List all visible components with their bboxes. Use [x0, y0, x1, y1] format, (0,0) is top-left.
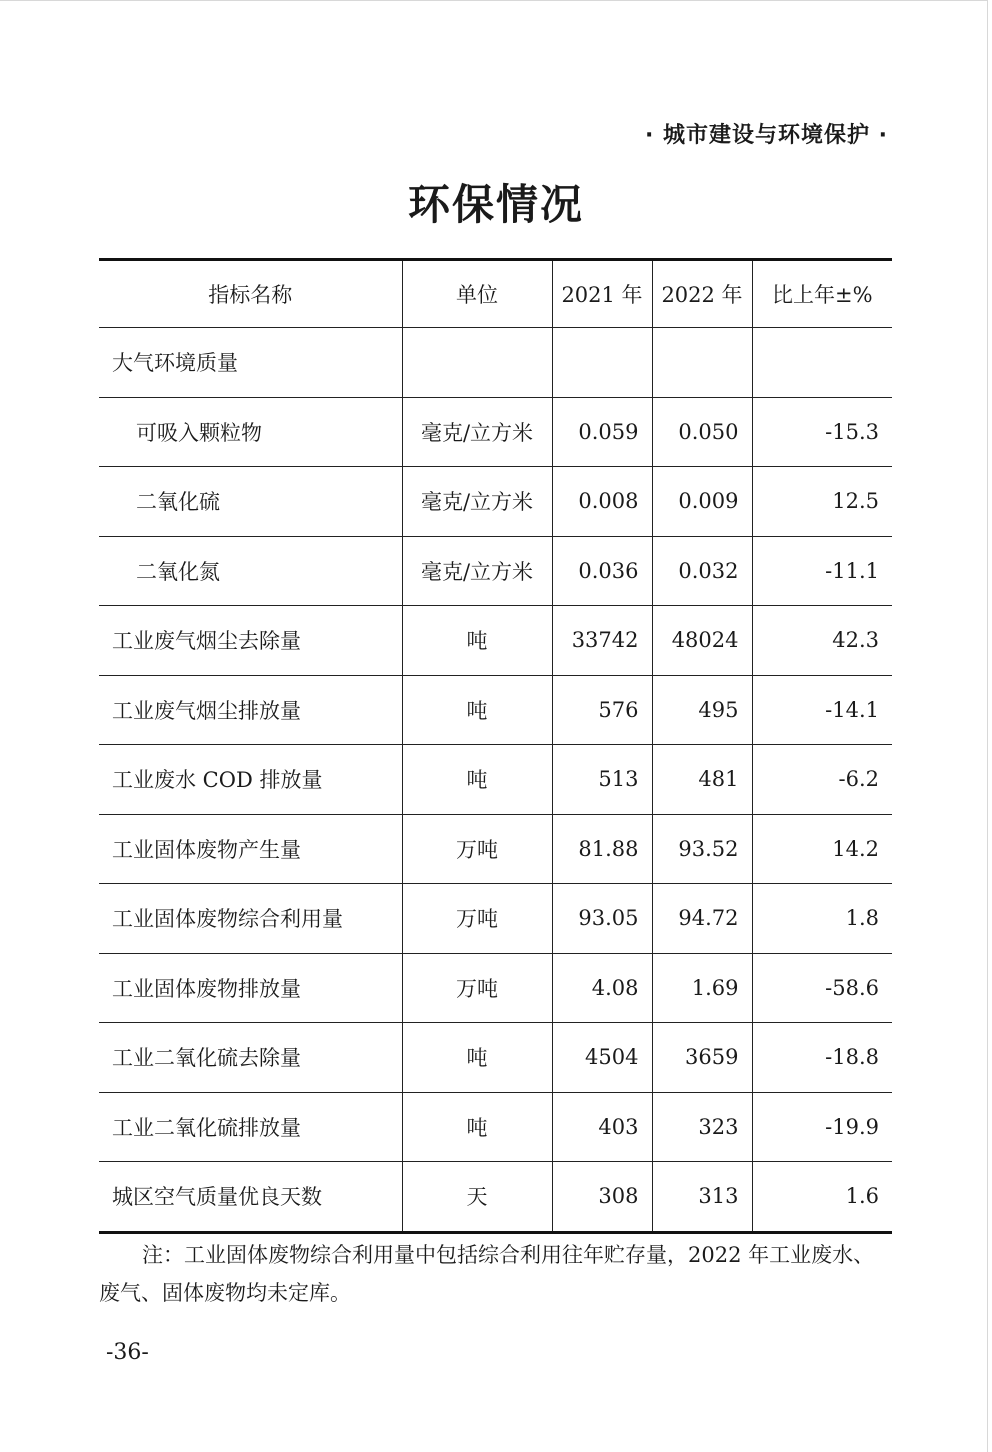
- cell-indicator-name: 城区空气质量优良天数: [99, 1162, 402, 1233]
- cell-unit: [402, 328, 552, 398]
- cell-value-2022: [652, 328, 752, 398]
- cell-value-2021: [552, 328, 652, 398]
- header-change-percent: 比上年±%: [752, 260, 892, 328]
- cell-unit: 毫克/立方米: [402, 467, 552, 537]
- cell-indicator-name: 大气环境质量: [99, 328, 402, 398]
- cell-value-2022: 495: [652, 675, 752, 745]
- cell-indicator-name: 工业固体废物产生量: [99, 814, 402, 884]
- footnote: [99, 1236, 899, 1312]
- cell-change-percent: -11.1: [752, 536, 892, 606]
- page-title: 环保情况: [407, 180, 584, 229]
- cell-value-2022: 313: [652, 1162, 752, 1233]
- table-row: [99, 1023, 892, 1093]
- table-row: [99, 328, 892, 398]
- cell-unit: 吨: [402, 1092, 552, 1162]
- cell-unit: 天: [402, 1162, 552, 1233]
- cell-value-2021: 576: [552, 675, 652, 745]
- cell-indicator-name: 二氧化氮: [99, 536, 402, 606]
- cell-value-2021: 308: [552, 1162, 652, 1233]
- table-row: [99, 397, 892, 467]
- cell-value-2021: 0.008: [552, 467, 652, 537]
- cell-value-2022: 94.72: [652, 884, 752, 954]
- table-row: [99, 884, 892, 954]
- cell-unit: 吨: [402, 606, 552, 676]
- cell-value-2022: 481: [652, 745, 752, 815]
- cell-indicator-name: 工业二氧化硫去除量: [99, 1023, 402, 1093]
- table-row: [99, 606, 892, 676]
- table-row: [99, 745, 892, 815]
- cell-indicator-name: 二氧化硫: [99, 467, 402, 537]
- section-header: · 城市建设与环境保护 ·: [644, 123, 888, 148]
- cell-unit: 万吨: [402, 953, 552, 1023]
- page-number: -36-: [106, 1340, 149, 1365]
- cell-change-percent: -58.6: [752, 953, 892, 1023]
- cell-change-percent: -18.8: [752, 1023, 892, 1093]
- cell-change-percent: 14.2: [752, 814, 892, 884]
- cell-value-2021: 513: [552, 745, 652, 815]
- cell-indicator-name: 工业固体废物排放量: [99, 953, 402, 1023]
- page-top-border: [0, 0, 988, 1]
- cell-value-2021: 4.08: [552, 953, 652, 1023]
- cell-indicator-name: 工业二氧化硫排放量: [99, 1092, 402, 1162]
- table-row: [99, 1092, 892, 1162]
- cell-indicator-name: 工业废气烟尘排放量: [99, 675, 402, 745]
- table-row: [99, 467, 892, 537]
- cell-change-percent: -15.3: [752, 397, 892, 467]
- cell-indicator-name: 工业废水 COD 排放量: [99, 745, 402, 815]
- cell-value-2021: 0.059: [552, 397, 652, 467]
- cell-value-2022: 323: [652, 1092, 752, 1162]
- cell-unit: 吨: [402, 675, 552, 745]
- table-row: [99, 814, 892, 884]
- cell-indicator-name: 工业固体废物综合利用量: [99, 884, 402, 954]
- cell-change-percent: [752, 328, 892, 398]
- cell-value-2022: 3659: [652, 1023, 752, 1093]
- environment-stats-table: [99, 258, 892, 1234]
- cell-unit: 吨: [402, 745, 552, 815]
- cell-unit: 毫克/立方米: [402, 536, 552, 606]
- table-header-row: [99, 260, 892, 328]
- cell-value-2022: 0.050: [652, 397, 752, 467]
- header-year-2021: 2021 年: [552, 260, 652, 328]
- cell-value-2021: 81.88: [552, 814, 652, 884]
- cell-change-percent: 1.8: [752, 884, 892, 954]
- footnote-line-1: 注：工业固体废物综合利用量中包括综合利用往年贮存量，2022 年工业废水、: [142, 1243, 875, 1267]
- cell-value-2021: 4504: [552, 1023, 652, 1093]
- cell-indicator-name: 工业废气烟尘去除量: [99, 606, 402, 676]
- header-unit: 单位: [402, 260, 552, 328]
- cell-change-percent: -14.1: [752, 675, 892, 745]
- cell-indicator-name: 可吸入颗粒物: [99, 397, 402, 467]
- cell-unit: 吨: [402, 1023, 552, 1093]
- cell-value-2022: 48024: [652, 606, 752, 676]
- cell-value-2022: 1.69: [652, 953, 752, 1023]
- header-indicator-name: 指标名称: [99, 260, 402, 328]
- cell-unit: 毫克/立方米: [402, 397, 552, 467]
- cell-value-2021: 0.036: [552, 536, 652, 606]
- cell-unit: 万吨: [402, 814, 552, 884]
- cell-unit: 万吨: [402, 884, 552, 954]
- cell-value-2021: 403: [552, 1092, 652, 1162]
- cell-value-2021: 33742: [552, 606, 652, 676]
- cell-value-2022: 0.032: [652, 536, 752, 606]
- table-row: [99, 953, 892, 1023]
- cell-value-2022: 93.52: [652, 814, 752, 884]
- cell-value-2022: 0.009: [652, 467, 752, 537]
- cell-value-2021: 93.05: [552, 884, 652, 954]
- footnote-line-2: 废气、固体废物均未定库。: [99, 1281, 351, 1305]
- cell-change-percent: 1.6: [752, 1162, 892, 1233]
- header-year-2022: 2022 年: [652, 260, 752, 328]
- cell-change-percent: 12.5: [752, 467, 892, 537]
- table-row: [99, 675, 892, 745]
- cell-change-percent: -19.9: [752, 1092, 892, 1162]
- table-row: [99, 1162, 892, 1233]
- cell-change-percent: -6.2: [752, 745, 892, 815]
- cell-change-percent: 42.3: [752, 606, 892, 676]
- table-row: [99, 536, 892, 606]
